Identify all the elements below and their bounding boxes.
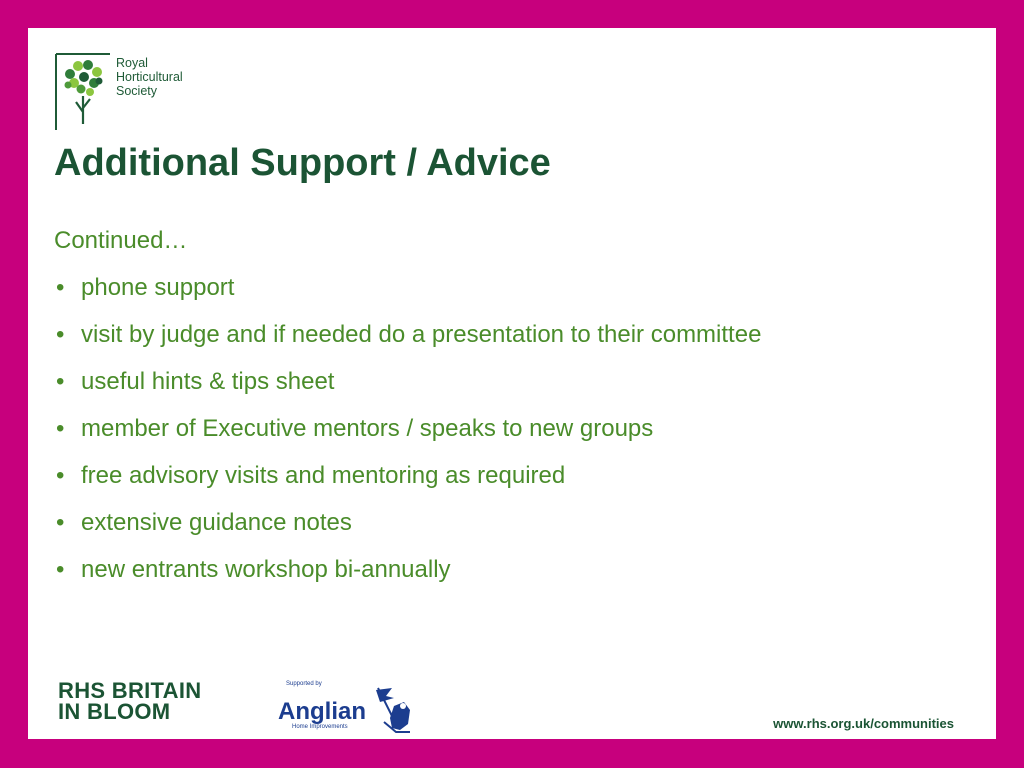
slide-body <box>54 224 761 600</box>
sponsor-logo <box>278 678 418 736</box>
bullet-text: phone support <box>81 274 235 301</box>
bib-line2: IN BLOOM <box>58 699 171 724</box>
bullet-icon: • <box>56 509 65 536</box>
bullet-icon: • <box>56 462 65 489</box>
bullet-text: member of Executive mentors / speaks to new groups <box>81 415 654 442</box>
sponsor-name: Anglian <box>278 698 366 725</box>
bullet-icon: • <box>56 415 65 442</box>
bullet-item <box>54 412 761 459</box>
bullet-text: useful hints & tips sheet <box>81 368 335 395</box>
bullet-text: new entrants workshop bi-annually <box>81 556 451 583</box>
slide-title: Additional Support / Advice <box>54 142 551 184</box>
supported-by-text: Supported by <box>286 681 322 687</box>
bullet-text: visit by judge and if needed do a presentation to their committee <box>81 321 762 348</box>
rhs-logo-text <box>116 56 183 98</box>
bullet-list <box>54 271 761 600</box>
bullet-item <box>54 459 761 506</box>
bullet-icon: • <box>56 274 65 301</box>
bullet-item <box>54 506 761 553</box>
bullet-icon: • <box>56 321 65 348</box>
slide <box>28 28 996 739</box>
bullet-item <box>54 365 761 412</box>
bullet-item <box>54 318 761 365</box>
tree-logo-icon <box>54 52 112 132</box>
footer-url[interactable]: www.rhs.org.uk/communities <box>773 716 954 731</box>
bullet-item <box>54 271 761 318</box>
rhs-logo-line3: Society <box>116 84 157 98</box>
bib-line1: RHS BRITAIN <box>58 678 202 703</box>
intro-text: Continued… <box>54 227 188 254</box>
bullet-icon: • <box>56 368 65 395</box>
rhs-logo <box>54 52 214 132</box>
rhs-logo-line1: Royal <box>116 56 148 70</box>
britain-in-bloom-logo <box>58 680 201 722</box>
anglian-flag-knight-icon <box>370 684 416 734</box>
bullet-text: free advisory visits and mentoring as required <box>81 462 566 489</box>
rhs-logo-line2: Horticultural <box>116 70 183 84</box>
bullet-icon: • <box>56 556 65 583</box>
sponsor-subtitle: Home Improvements <box>292 724 348 730</box>
bullet-text: extensive guidance notes <box>81 509 352 536</box>
bullet-item <box>54 553 761 600</box>
